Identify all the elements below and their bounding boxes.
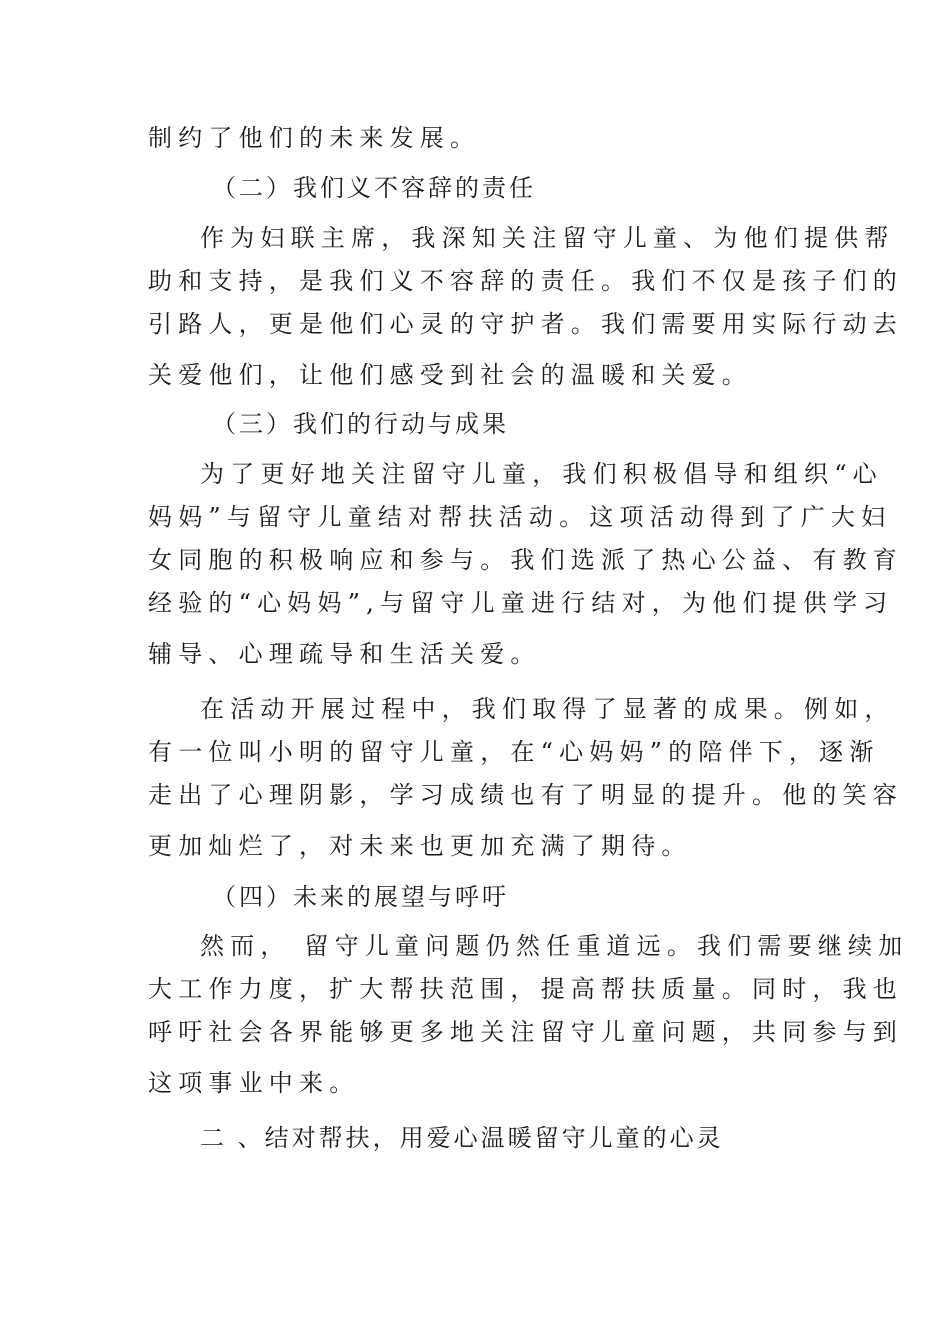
paragraph-line: 女同胞的积极响应和参与。我们选派了热心公益、有教育 bbox=[148, 546, 903, 574]
paragraph-line: 妈妈”与留守儿童结对帮扶活动。这项活动得到了广大妇 bbox=[148, 503, 892, 531]
paragraph-line: 助和支持，是我们义不容辞的责任。我们不仅是孩子们的 bbox=[148, 267, 903, 295]
paragraph-line: 辅导、心理疏导和生活关爱。 bbox=[148, 640, 541, 668]
section-heading: 二 、结对帮扶，用爱心温暖留守儿童的心灵 bbox=[200, 1124, 724, 1152]
paragraph-line: 作为妇联主席，我深知关注留守儿童、为他们提供帮 bbox=[200, 224, 895, 252]
paragraph-line: 有一位叫小明的留守儿童，在“心妈妈”的陪伴下，逐渐 bbox=[148, 738, 880, 766]
subheading-2: （二）我们义不容辞的责任 bbox=[212, 174, 536, 202]
paragraph-line: 制约了他们的未来发展。 bbox=[148, 124, 481, 152]
paragraph-line: 关爱他们，让他们感受到社会的温暖和关爱。 bbox=[148, 361, 752, 389]
paragraph-line: 呼吁社会各界能够更多地关注留守儿童问题，共同参与到 bbox=[148, 1018, 903, 1046]
paragraph-line: 然而， 留守儿童问题仍然任重道远。我们需要继续加 bbox=[200, 932, 909, 960]
paragraph-line: 更加灿烂了，对未来也更加充满了期待。 bbox=[148, 832, 692, 860]
paragraph-line: 经验的“心妈妈”,与留守儿童进行结对，为他们提供学习 bbox=[148, 589, 894, 617]
subheading-3: （三）我们的行动与成果 bbox=[212, 410, 509, 438]
paragraph-line: 大工作力度，扩大帮扶范围，提高帮扶质量。同时，我也 bbox=[148, 975, 903, 1003]
subheading-4: （四）未来的展望与呼吁 bbox=[212, 883, 509, 911]
paragraph-line: 为了更好地关注留守儿童，我们积极倡导和组织“心 bbox=[200, 460, 883, 488]
paragraph-line: 在活动开展过程中，我们取得了显著的成果。例如， bbox=[200, 695, 895, 723]
paragraph-line: 走出了心理阴影，学习成绩也有了明显的提升。他的笑容 bbox=[148, 781, 903, 809]
paragraph-line: 这项事业中来。 bbox=[148, 1069, 360, 1097]
paragraph-line: 引路人，更是他们心灵的守护者。我们需要用实际行动去 bbox=[148, 310, 903, 338]
